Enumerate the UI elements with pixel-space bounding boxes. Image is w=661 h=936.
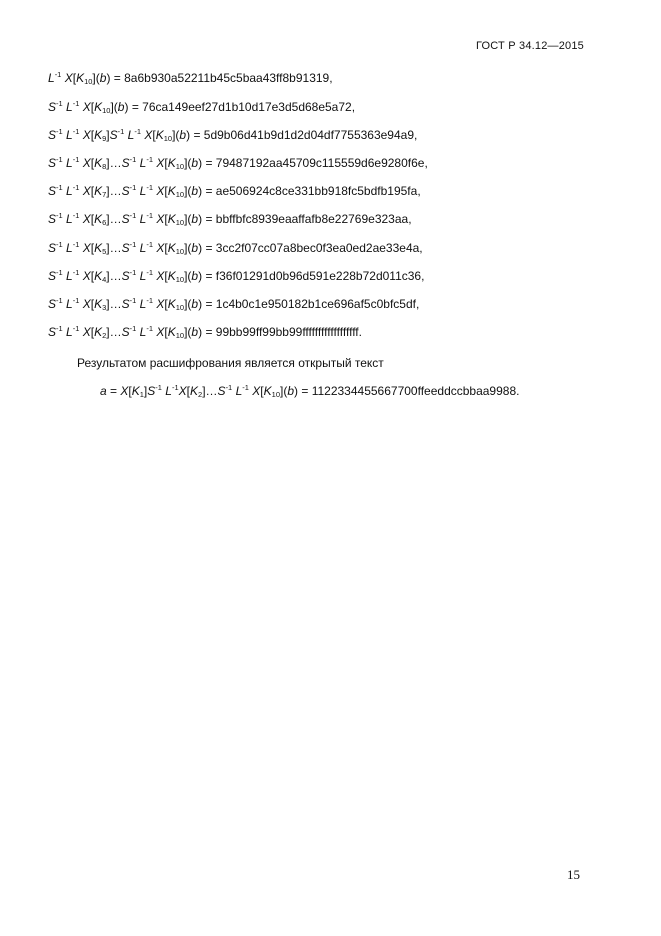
- hex-value: 99bb99ff99bb99ffffffffffffffffff: [215, 325, 359, 339]
- formula-line: $S^{-1}$ $L^{-1}$ $X[K_7]\dots S^{-1}$ $L^{-1}$ $X[K_{10}](b)$ = ae506924c8ce331bb918fc5bdfb195fa,: [48, 183, 421, 199]
- hex-value: 76ca149eef27d1b10d17e3d5d68e5a72: [142, 100, 352, 114]
- page-number: 15: [567, 867, 580, 882]
- hex-value: 8a6b930a52211b45c5baa43ff8b91319: [124, 71, 330, 85]
- formula-line: $S^{-1}$ $L^{-1}$ $X[K_3]\dots S^{-1}$ $L^{-1}$ $X[K_{10}](b) = 1c4b0c1e950182b1ce696af5c0bfc5df$,: [48, 296, 420, 312]
- result-paragraph: Результатом расшифрования является открытый текст: [77, 356, 384, 370]
- hex-value: ae506924c8ce331bb918fc5bdfb195fa: [215, 184, 418, 198]
- hex-value: 3cc2f07cc07a8bec0f3ea0ed2ae33e4a: [215, 241, 420, 255]
- formula-line: $S^{-1}$ $L^{-1}$ $X[K_6]\dots S^{-1}$ $L^{-1}$ $X[K_{10}](b)$ = bbffbfc8939eaaffafb8e22769e323aa,: [48, 211, 412, 227]
- formula-line: $S^{-1}$ $L^{-1}$ $X[K_9]S^{-1}$ $L^{-1}$ $X[K_{10}](b) = 5d9b06d41b9d1d2d04df7755363e94a9$,: [48, 127, 418, 143]
- formula-line: $S^{-1}$ $L^{-1}$ $X[K_8]\dots S^{-1}$ $L^{-1}$ $X[K_{10}](b) = 79487192aa45709c115559d6e9280f6e$,: [48, 155, 428, 171]
- standard-header: ГОСТ Р 34.12—2015: [475, 40, 584, 52]
- hex-value: 79487192aa45709c115559d6e9280f6e: [215, 156, 425, 170]
- plaintext-value: 1122334455667700ffeeddccbbaa9988: [311, 384, 517, 398]
- hex-value: 1c4b0c1e950182b1ce696af5c0bfc5df: [215, 297, 416, 311]
- hex-value: 5d9b06d41b9d1d2d04df7755363e94a9: [203, 128, 415, 142]
- hex-value: f36f01291d0b96d591e228b72d011c36: [215, 269, 422, 283]
- hex-value: bbffbfc8939eaaffafb8e22769e323aa: [215, 212, 409, 226]
- formula-line: $S^{-1}$ $L^{-1}$ $X[K_2]\dots S^{-1}$ $L^{-1}$ $X[K_{10}](b)$ = 99bb99ff99bb99ffffffffffffffffff.: [48, 324, 362, 340]
- formula-line: $S^{-1}$ $L^{-1}$ $X[K_5]\dots S^{-1}$ $L^{-1}$ $X[K_{10}](b) = 3cc2f07cc07a8bec0f3ea0ed2ae33e4a$,: [48, 240, 423, 256]
- formula-line: $S^{-1}$ $L^{-1}$ $X[K_{10}](b) = 76ca149eef27d1b10d17e3d5d68e5a72$,: [48, 99, 356, 115]
- formula-line: $L^{-1}$ $X[K_{10}](b) = 8a6b930a52211b45c5baa43ff8b91319$,: [48, 70, 333, 86]
- formula-line: $S^{-1}$ $L^{-1}$ $X[K_4]\dots S^{-1}$ $L^{-1}$ $X[K_{10}](b) = f36f01291d0b96d591e228b72d011c36$,: [48, 268, 425, 284]
- result-formula: $a = X[K_1]S^{-1}$ $L^{-1}X[K_2]\dots S^{-1}$ $L^{-1}$ $X[K_{10}](b)$ = 1122334455667700ffeeddccbbaa9988.: [100, 383, 520, 399]
